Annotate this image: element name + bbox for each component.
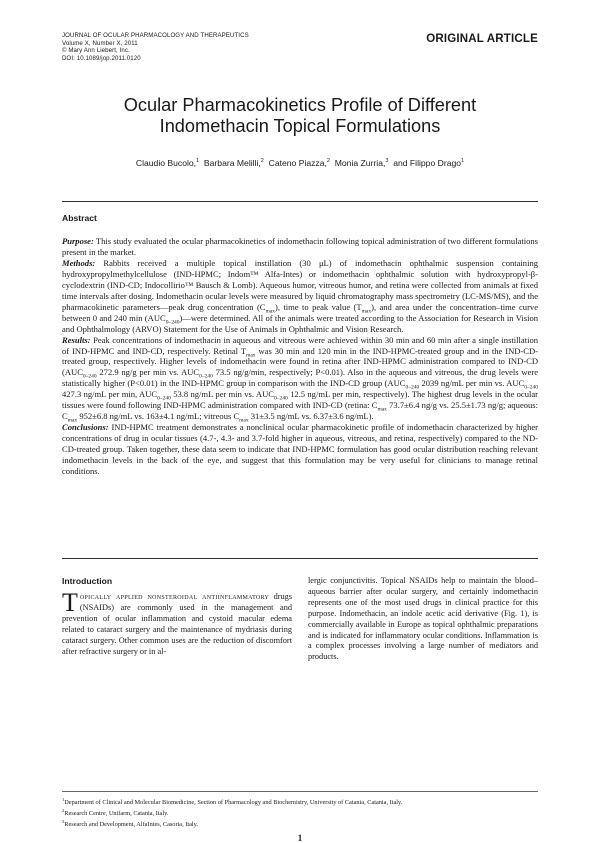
journal-name: JOURNAL OF OCULAR PHARMACOLOGY AND THERAPEUTICS <box>62 32 249 39</box>
intro-text-col2: lergic conjunctivitis. Topical NSAIDs help to maintain the blood–aqueous barrier after ocular surgery, and certainly indomethacin represents one of the most used drugs in clinical practice for this purpose. Indomethacin, an indole acetic acid derivative (Fig. 1), is commercially available in Europe as topical ophthalmic preparations and is indicated for inflammatory ocular conditions. Inflammation is a complex processes involving a large number of mediators and products. <box>308 576 538 662</box>
abstract-body <box>62 236 538 477</box>
intro-text-col1: drugs (NSAIDs) are commonly used in the management and prevention of ocular inflammation and cystoid macular edema related to cataract surgery and the maintenance of mydriasis during cataract surgery. Other common uses are the reduction of discomfort after refractive surgery or in al- <box>62 592 293 656</box>
journal-doi: DOI: 10.1089/jop.2011.0120 <box>62 54 141 62</box>
author: Barbara Melilli,$^2$ <box>203 158 264 168</box>
author: Monia Zurria,$^3$ <box>334 158 389 168</box>
article-title <box>62 95 538 137</box>
intro-column-1 <box>62 588 293 657</box>
abstract-results: Results: Peak concentrations of indomethacin in aqueous and vitreous were achieved within 30 min and 60 min after a single instillation of IND-HPMC and IND-CD, respectively. Retinal $T_{max}$ was 30 min and 120 min in the IND-HPMC-treated group and in the IND-CD-treated group, respectively. Higher levels of indomethacin were found in retina after IND-HPMC administration compared to IND-CD ($AUC_{0-240}$ 272.9 ng/g per min vs. $AUC_{0-240}$ 73.5 ng/g/min, respectively; P<0.01). Also in the aqueous and vitreous, the drug levels were statistically higher (P<0.01) in the IND-HPMC group in comparison with the IND-CD group ($AUC_{0-240}$ 2039 ng/mL per min vs. $AUC_{0-240}$ 427.3 ng/mL per min, $AUC_{0-240}$ 53.8 ng/mL per min vs. $AUC_{0-240}$ 12.5 ng/mL per min, respectively). The highest drug levels in the ocular tissues were found following IND-HPMC administration compared with IND-CD (retina: $C_{max}$ 73.7±6.4 ng/g vs. 25.5±1.73 ng/g; aqueous: $C_{max}$ 952±6.8 ng/mL vs. 163±4.1 ng/mL; vitreous $C_{max}$ 31±3.5 ng/mL vs. 6.37±3.6 ng/mL). <box>62 334 538 424</box>
abstract-top-rule <box>62 201 538 202</box>
affiliation-footnotes <box>62 796 538 830</box>
drop-cap: T <box>62 588 78 617</box>
intro-column-2 <box>308 576 538 663</box>
author: and Filippo Drago$^1$ <box>393 158 465 168</box>
author: Cateno Piazza,$^2$ <box>268 158 330 168</box>
abstract-heading: Abstract <box>62 213 97 223</box>
page-number: 1 <box>297 833 303 843</box>
intro-lead: opically applied nonsteroidal antiinflammatory <box>79 592 270 601</box>
title-line-1: Ocular Pharmacokinetics Profile of Different <box>123 95 477 115</box>
footnote: $^1$Department of Clinical and Molecular Biomedicine, Section of Pharmacology and Biochemistry, University of Catania, Catania, Italy. <box>62 797 403 807</box>
journal-copyright: © Mary Ann Liebert, Inc. <box>62 47 130 55</box>
footnote: $^3$Research and Development, AlfaIntes, Casoria, Italy. <box>62 819 198 829</box>
introduction-heading: Introduction <box>62 576 113 586</box>
abstract-methods: Methods: Rabbits received a multiple topical instillation (30 μL) of indomethacin ophthalmic suspension containing hydroxypropylmethylcellulose (IND-HPMC; Indom™ Alfa-Intes) or indomethacin ophthalmic solution with hydroxypropyl-β-cyclodextrin (IND-CD; Indocollirio™ Bausch & Lomb). Aqueous humor, vitreous humor, and retina were collected from animals at fixed time intervals after dosing. Indomethacin ocular levels were measured by liquid chromatography mass spectrometry (LC-MS/MS), and the pharmacokinetic parameters—peak drug concentration $(C_{max})$, time to peak value $(T_{max})$, and area under the concentration–time curve between 0 and 240 $\min (AUC_{0-240})—were$ determined. All of the animals were treated according to the Association for Research in Vision and Ophthalmology (ARVO) Statement for the Use of Animals in Ophthalmic and Vision Research. <box>62 257 539 334</box>
section-badge: ORIGINAL ARTICLE <box>426 33 538 45</box>
author-list <box>62 158 538 168</box>
footnote-rule <box>62 791 538 792</box>
abstract-purpose: Purpose: This study evaluated the ocular pharmacokinetics of indomethacin following topical administration of two different formulations present in the market. <box>62 236 539 257</box>
abstract-bottom-rule <box>62 558 538 559</box>
footnote: $^2$Research Centre, Unifarm, Catania, Italy. <box>62 808 169 818</box>
journal-volume: Volume X, Number X, 2011 <box>62 39 138 47</box>
journal-info <box>62 32 249 62</box>
title-line-2: Indomethacin Topical Formulations <box>159 116 441 136</box>
author: Claudio Bucolo,$^1$ <box>135 158 200 168</box>
abstract-conclusions: Conclusions: IND-HPMC treatment demonstrates a nonclinical ocular pharmacokinetic profile of indomethacin characterized by higher concentrations of drug in ocular tissues (4.7-, 4.3- and 3.7-fold higher in aqueous, vitreous, and retina, respectively) compared to the ND-CD-treated group. Taken together, these data seem to indicate that IND-HPMC formulation has good ocular distribution reaching relevant indomethacin levels in the back of the eye, and suggest that this formulation may be very useful for clinicians to manage retinal conditions. <box>62 422 538 477</box>
